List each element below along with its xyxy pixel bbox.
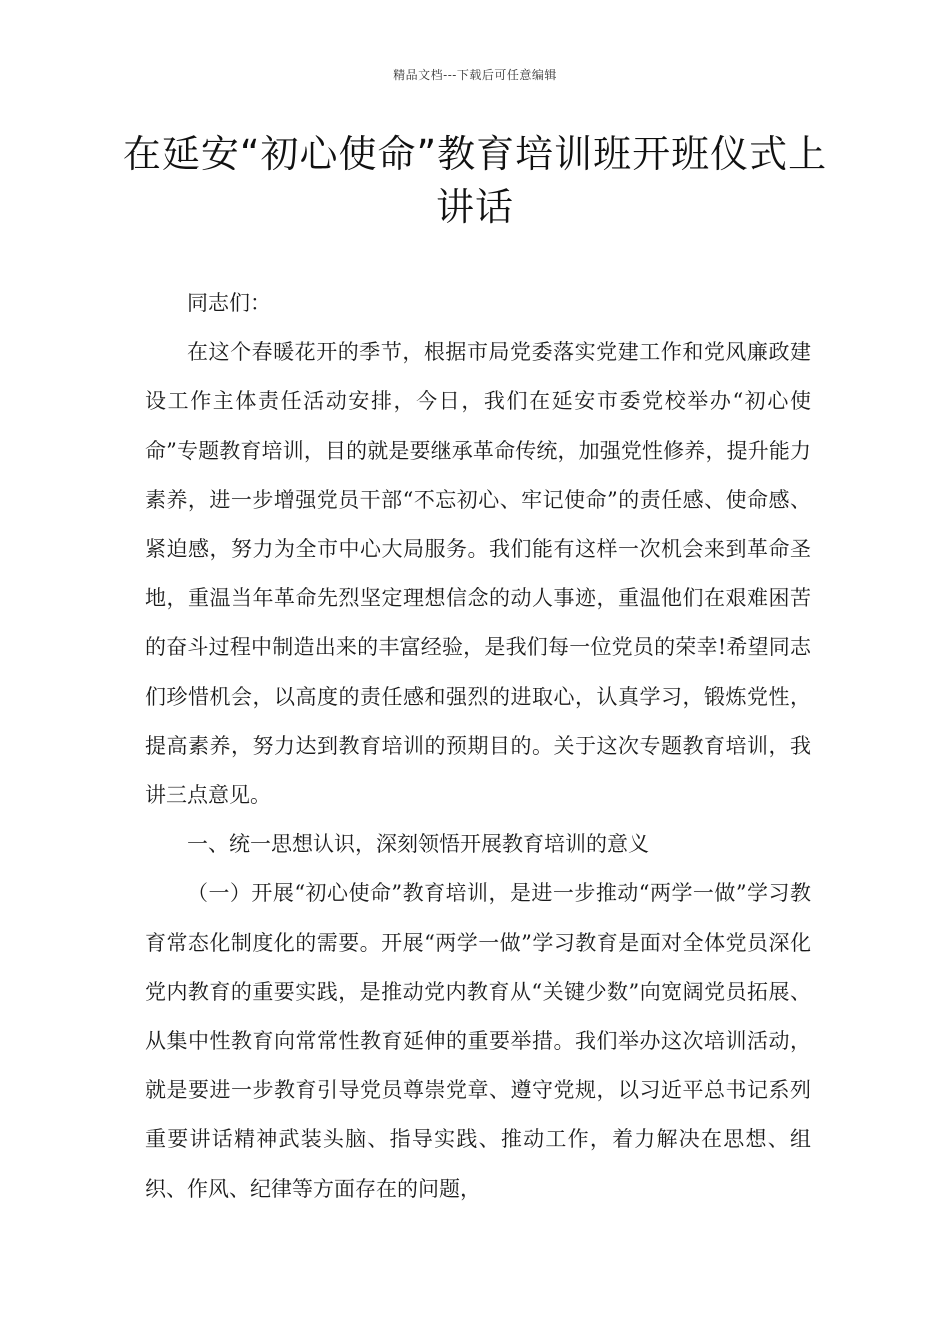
intro-paragraph: 在这个春暖花开的季节，根据市局党委落实党建工作和党风廉政建设工作主体责任活动安排，今日，我们在延安市委党校举办“初心使命”专题教育培训，目的就是要继承革命传统，加强党性修养，提升能力素养，进一步增强党员干部“不忘初心、牢记使命”的责任感、使命感、紧迫感，努力为全市中心大局服务。我们能有这样一次机会来到革命圣地，重温当年革命先烈坚定理想信念的动人事迹，重温他们在艰难困苦的奋斗过程中制造出来的丰富经验，是我们每一位党员的荣幸!希望同志们珍惜机会，以高度的责任感和强烈的进取心，认真学习，锻炼党性，提高素养，努力达到教育培训的预期目的。关于这次专题教育培训，我讲三点意见。 bbox=[145, 340, 811, 808]
section-heading-1: 一、统一思想认识，深刻领悟开展教育培训的意义 bbox=[187, 832, 649, 857]
document-title: 在延安“初心使命”教育培训班开班仪式上讲话 bbox=[122, 132, 828, 229]
salutation-paragraph: 同志们： bbox=[187, 291, 271, 315]
subsection-paragraph-1: （一）开展“初心使命”教育培训，是进一步推动“两学一做”学习教育常态化制度化的需要。开展“两学一做”学习教育是面对全体党员深化党内教育的重要实践，是推动党内教育从“关键少数”向宽阔党员拓展、从集中性教育向常常性教育延伸的重要举措。我们举办这次培训活动，就是要进一步教育引导党员尊崇党章、遵守党规，以习近平总书记系列重要讲话精神武装头脑、指导实践、推动工作，着力解决在思想、组织、作风、纪律等方面存在的问题， bbox=[145, 881, 811, 1201]
document-body bbox=[145, 279, 811, 1214]
header-note: 精品文档---下载后可任意编辑 bbox=[393, 68, 557, 82]
